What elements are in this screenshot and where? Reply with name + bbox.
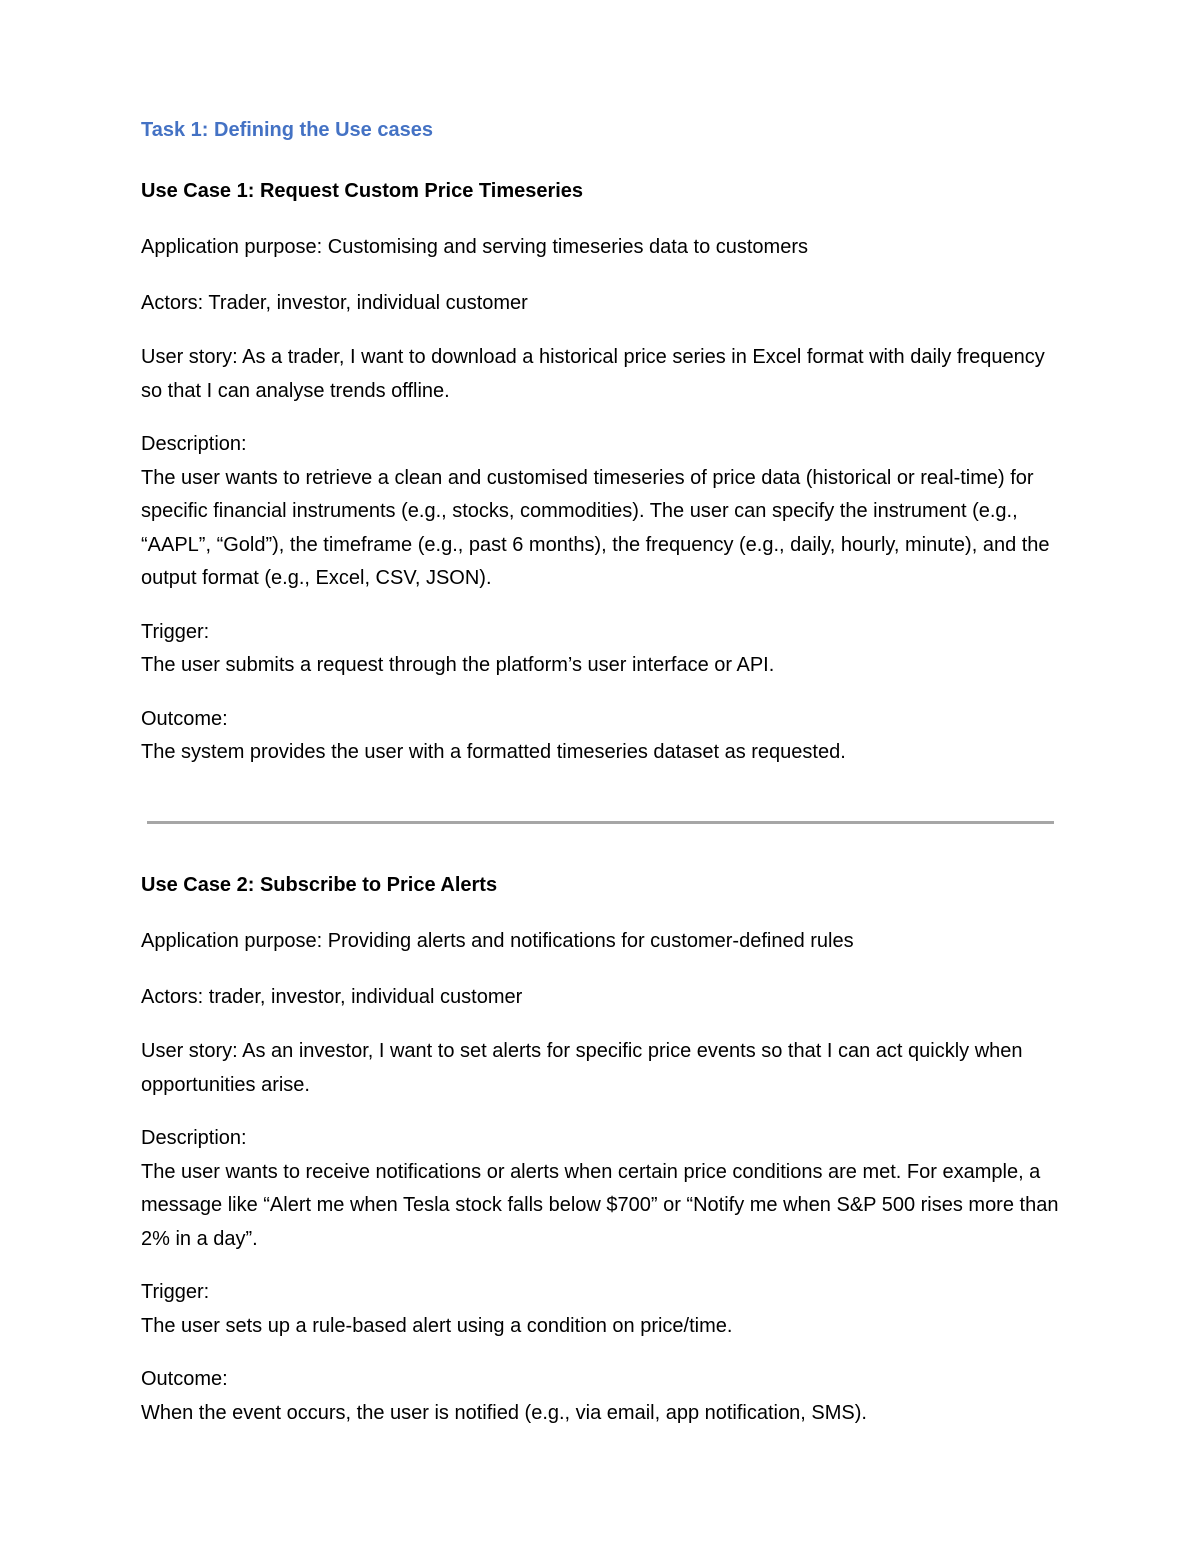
- use-case-1-heading: Use Case 1: Request Custom Price Timeseries: [141, 180, 584, 202]
- use-case-1-user-story: User story: As a trader, I want to download a historical price series in Excel format with daily frequency so that I can analyse trends offline.: [141, 346, 1045, 402]
- use-case-2-description-label: Description:: [141, 1127, 247, 1149]
- use-case-1-description-label: Description:: [141, 433, 247, 455]
- use-case-2-trigger-label: Trigger:: [141, 1281, 210, 1303]
- use-case-1-purpose: Application purpose: Customising and serving timeseries data to customers: [141, 236, 808, 258]
- use-case-2-section: [141, 871, 1061, 1430]
- use-case-2-description: The user wants to receive notifications or alerts when certain price conditions are met. For example, a message like “Alert me when Tesla stock falls below $700” or “Notify me when S&P 500 rises more than 2% in a day”.: [141, 1160, 1059, 1250]
- section-divider: [147, 821, 1054, 824]
- use-case-2-trigger: The user sets up a rule-based alert using a condition on price/time.: [141, 1314, 733, 1337]
- use-case-2-outcome: When the event occurs, the user is notified (e.g., via email, app notification, SMS).: [141, 1401, 867, 1424]
- use-case-2-heading: Use Case 2: Subscribe to Price Alerts: [141, 874, 498, 896]
- use-case-1-outcome: The system provides the user with a formatted timeseries dataset as requested.: [141, 741, 846, 763]
- use-case-1-actors: Actors: Trader, investor, individual customer: [141, 292, 528, 314]
- use-case-1-trigger-label: Trigger:: [141, 620, 210, 643]
- use-case-1-outcome-label: Outcome:: [141, 707, 228, 730]
- use-case-1-description: The user wants to retrieve a clean and customised timeseries of price data (historical or real-time) for specific financial instruments (e.g., stocks, commodities). The user can specify the instrument (e.g., “AAPL”, “Gold”), the timeframe (e.g., past 6 months), the frequency (e.g., daily, hourly, minute), and the output format (e.g., Excel, CSV, JSON).: [141, 466, 1050, 589]
- use-case-2-actors: Actors: trader, investor, individual customer: [141, 986, 523, 1008]
- use-case-1-trigger: The user submits a request through the platform’s user interface or API.: [141, 654, 775, 676]
- task-title: Task 1: Defining the Use cases: [141, 119, 433, 141]
- use-case-1-section: [141, 116, 1061, 770]
- use-case-2-purpose: Application purpose: Providing alerts and notifications for customer-defined rules: [141, 930, 854, 952]
- use-case-2-user-story: User story: As an investor, I want to set alerts for specific price events so that I can act quickly when opportunities arise.: [141, 1040, 1023, 1096]
- use-case-2-outcome-label: Outcome:: [141, 1368, 228, 1390]
